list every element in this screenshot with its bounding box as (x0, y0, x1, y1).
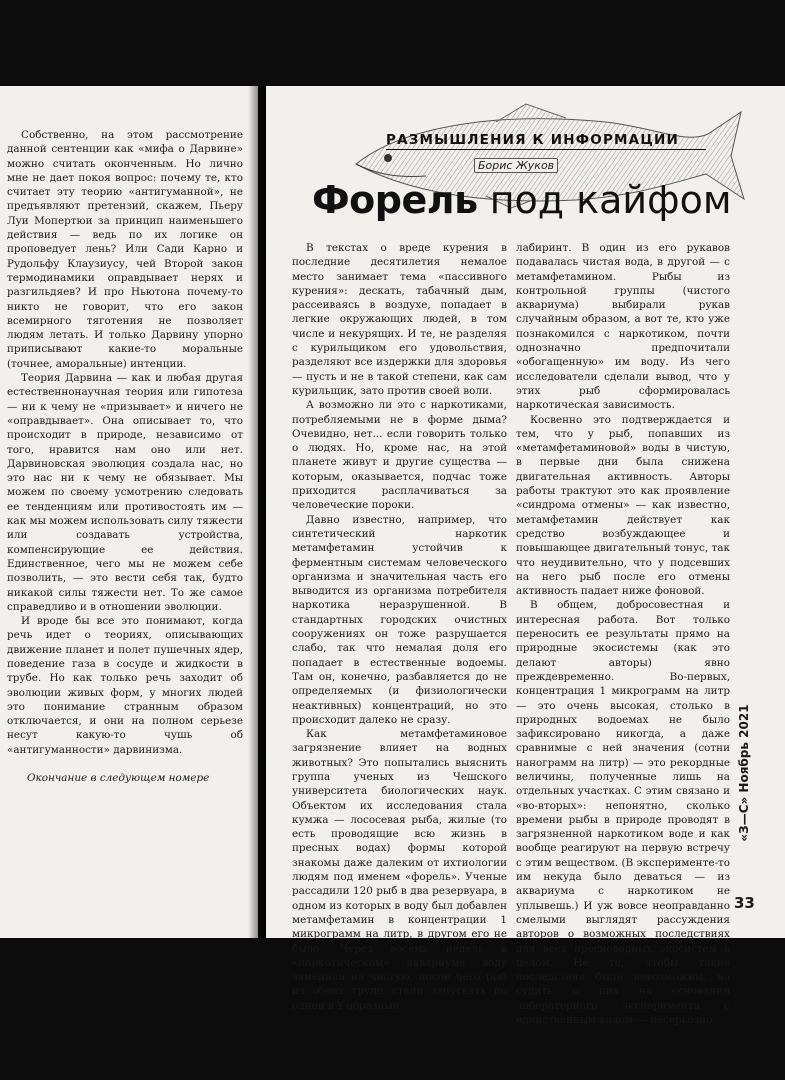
page-number: 33 (734, 894, 755, 912)
left-paragraph-2: Теория Дарвина — как и любая другая естественнонаучная теория или гипотеза — ни к чему не «призывает» и ничего не «оправдывает». Она описывает то, что происходит в природе, независимо от того, нравится нам оно или нет. Дарвиновская эволюция создала нас, но это нас ни к чему не обязывает. Мы можем по своему усмотрению следовать ее тенденциям или противостоять им — как мы можем использовать силу тяжести или создавать устройства, компенсирующие ее действия. Единственное, чего мы не можем себе позволить, — это вести себя так, будто никакой силы тяжести нет. То же самое справедливо и в отношении эволюции. (7, 372, 243, 613)
col1-paragraph-1: В текстах о вреде курения в последние десятилетия немалое место занимает тема «пассивного курения»: дескать, табачный дым, рассеиваясь в воздухе, попадает в легкие окружающих людей, в том числе и некурящих. И те, не разделяя с курильщиком его удовольствия, разделяют все издержки для здоровья — пусть и не в такой степени, как сам курильщик, зато против своей воли. (292, 242, 507, 397)
issue-label-text: «З—С» Ноябрь 2021 (737, 704, 751, 842)
left-page-column (7, 128, 243, 785)
rubric-heading: РАЗМЫШЛЕНИЯ К ИНФОРМАЦИИ (386, 132, 706, 150)
title-bold-part: Форель (312, 178, 478, 222)
to-be-continued-note: Окончание в следующем номере (27, 772, 210, 785)
col2-paragraph-2: Косвенно это подтверждается и тем, что у рыб, попавших из «метамфетаминовой» воды в чистую, в первые дни была снижена двигательная активность. Авторы работы трактуют это как проявление «синдрома отмены» — как известно, метамфетамин действует как средство возбуждающее и повышающее двигательный тонус, так что неудивительно, что у подсевших на него рыб после его отмены активность падает ниже фоновой. (516, 413, 730, 598)
author-name: Борис Жуков (474, 158, 558, 173)
title-light-part: под кайфом (477, 178, 732, 222)
col1-paragraph-2: А возможно ли это с наркотиками, потребляемыми не в форме дыма? Очевидно, нет... если говорить только о людях. Но, кроме нас, на этой планете живут и другие существа — которым, оказывается, подчас тоже приходится расплачиваться за человеческие пороки. (292, 399, 507, 512)
article-column-2 (516, 241, 730, 1027)
col2-paragraph-1: лабиринт. В один из его рукавов подавалась чистая вода, в другой — с метамфетамином. Рыбы из контрольной группы (чистого аквариума) выбирали рукав случайным образом, а вот те, кто уже познакомился с наркотиком, почти однозначно предпочитали «обогащенную» им воду. Из чего исследователи сделали вывод, что у этих рыб сформировалась наркотическая зависимость. (516, 242, 730, 412)
right-page (266, 86, 785, 1027)
col1-paragraph-3: Давно известно, например, что синтетический наркотик метамфетамин устойчив к ферментным системам человеческого организма и значительная часть его выводится из организма потребителя наркотика неразрушенной. В стандартных городских очистных сооружениях он тоже разрушается слабо, так что немалая доля его попадает в естественные водоемы. Там он, конечно, разбавляется до не определяемых (и физиологически неактивных) концентраций, но это происходит далеко не сразу. (292, 513, 507, 726)
article-column-1 (292, 241, 507, 1013)
article-title (312, 178, 782, 222)
left-page (0, 86, 258, 938)
left-paragraph-3: И вроде бы все это понимают, когда речь идет о теориях, описывающих движение планет и полет пушечных ядер, поведение газа в сосуде и жидкости в трубе. Но как только речь заходит об эволюции живых форм, у многих людей это понимание странным образом отключается, и они на полном серьезе несут какую-то чушь об «антигуманности» дарвинизма. (7, 615, 243, 756)
left-paragraph-1: Собственно, на этом рассмотрение данной сентенции как «мифа о Дарвине» можно считать оконченным. Но лично мне не дает покоя вопрос: почему те, кто считает эту теорию «антигуманной», не предъявляют претензий, скажем, Пьеру Луи Мопертюи за принцип наименьшего действия — ведь по их логике он проповедует лень? Или Сади Карно и Рудольфу Клаузиусу, чей Второй закон термодинамики оправдывает нерях и разгильдяев? И про Ньютона почему-то никто не говорит, что его закон всемирного тяготения не позволяет людям летать. И только Дарвину упорно приписывают какие-то моральные (точнее, аморальные) интенции. (7, 129, 243, 370)
magazine-issue-label (734, 646, 754, 906)
col1-paragraph-4: Как метамфетаминовое загрязнение влияет на водных животных? Это попытались выяснить группа ученых из Чешского университета биологических наук. Объектом их исследования стала кумжа — лососевая рыба, жилые (то есть проводящие всю жизнь в пресных водах) формы которой знакомы даже далеким от ихтиологии людям под именем «форель». Ученые рассадили 120 рыб в два резервуара, в одном из которых в воду был добавлен метамфетамин в концентрации 1 микрограмм на литр, в другом его не было. Через восемь недель в «наркотическом» аквариуме воду заменили на чистую, после чего рыб из обеих групп стали запускать по одной в Y-образный (292, 728, 507, 1012)
col2-paragraph-3: В общем, добросовестная и интересная работа. Вот только переносить ее результаты прямо на природные экосистемы (как это делают авторы) явно преждевременно. Во-первых, концентрация 1 микрограмм на литр — это очень высокая, столько в природных водоемах не было зафиксировано никогда, а даже сравнимые с ней значения (сотни нанограмм на литр) — это рекордные величины, полученные лишь на отдельных участках. С этим связано и «во-вторых»: непонятно, сколько времени рыбы в природе проводят в загрязненной наркотиком воде и как вообще реагируют на первую встречу с этим веществом. (В эксперименте-то им некуда было деваться — из аквариума с наркотиком не уплывешь.) И уж вовсе неоправданно смелыми выглядят рассуждения авторов о возможных последствиях для всех пресноводных экосистем в целом. Не то, чтобы такие последствия были невозможны, но судить о них на основании лабораторного эксперимента с единственным видом — несерьезно. (516, 599, 730, 1027)
